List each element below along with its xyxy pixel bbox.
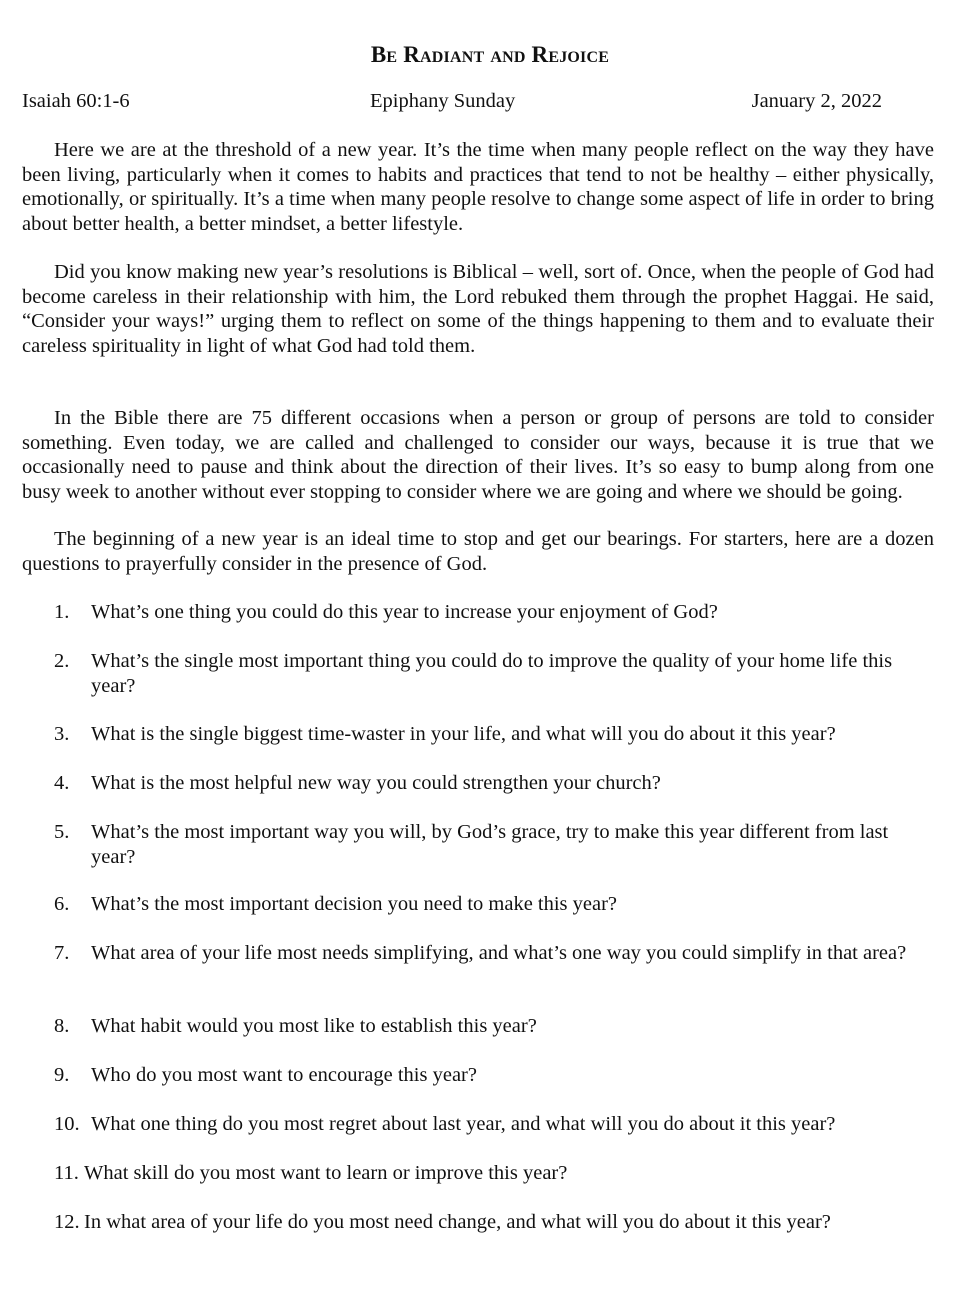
question-number: 7. bbox=[54, 942, 70, 964]
question-number: 8. bbox=[54, 1015, 70, 1037]
question-text: What’s one thing you could do this year to increase your enjoyment of God? bbox=[91, 601, 718, 623]
occasion-label: Epiphany Sunday bbox=[370, 90, 516, 112]
question-number: 2. bbox=[54, 650, 70, 672]
paragraph: In the Bible there are 75 different occasions when a person or group of persons are told to consider something. Even today, we are called and challenged to consider our ways, because it is true that we occasionally need to pause and think about the direction of their lives. It’s so easy to bump along from one busy week to another without ever stopping to consider where we are going and where we should be going. bbox=[22, 407, 934, 503]
question-text: What habit would you most like to establish this year? bbox=[91, 1015, 537, 1037]
question-number: 3. bbox=[54, 723, 70, 745]
question-text: What’s the most important decision you need to make this year? bbox=[91, 893, 618, 915]
question-number: 12. bbox=[54, 1211, 80, 1233]
question-text: What is the most helpful new way you could strengthen your church? bbox=[91, 772, 661, 794]
question-text: Who do you most want to encourage this year? bbox=[91, 1064, 477, 1086]
question-text: What skill do you most want to learn or improve this year? bbox=[84, 1162, 568, 1184]
paragraph: Did you know making new year’s resolutions is Biblical – well, sort of. Once, when the people of God had become careless in their relationship with him, the Lord rebuked them through the prophet Haggai. He said, “Consider your ways!” urging them to reflect on some of the things happening to them and to evaluate their careless spirituality in light of what God had told them. bbox=[22, 261, 934, 357]
document-title: Be Radiant and Rejoice bbox=[370, 42, 610, 67]
question-number: 11. bbox=[54, 1162, 79, 1184]
question-text: What’s the single most important thing you could do to improve the quality of your home life this year? bbox=[91, 650, 893, 697]
question-number: 9. bbox=[54, 1064, 70, 1086]
question-text: What area of your life most needs simplifying, and what’s one way you could simplify in that area? bbox=[91, 942, 907, 964]
paragraph: Here we are at the threshold of a new year. It’s the time when many people reflect on the way they have been living, particularly when it comes to habits and practices that tend to not be healthy – either physically, emotionally, or spiritually. It’s a time when many people resolve to change some aspect of life in order to bring about better health, a better mindset, a better lifestyle. bbox=[22, 139, 934, 235]
question-number: 4. bbox=[54, 772, 70, 794]
question-number: 1. bbox=[54, 601, 70, 623]
paragraph: The beginning of a new year is an ideal time to stop and get our bearings. For starters, here are a dozen questions to prayerfully consider in the presence of God. bbox=[22, 528, 934, 575]
question-number: 10. bbox=[54, 1113, 80, 1135]
question-number: 6. bbox=[54, 893, 70, 915]
sermon-info-row bbox=[22, 90, 882, 116]
question-text: In what area of your life do you most need change, and what will you do about it this year? bbox=[84, 1211, 831, 1233]
question-number: 5. bbox=[54, 821, 70, 843]
question-text: What is the single biggest time-waster in your life, and what will you do about it this year? bbox=[91, 723, 836, 745]
question-text: What one thing do you most regret about last year, and what will you do about it this year? bbox=[91, 1113, 836, 1135]
sermon-date: January 2, 2022 bbox=[751, 90, 882, 112]
question-text: What’s the most important way you will, by God’s grace, try to make this year different from last year? bbox=[91, 821, 889, 868]
scripture-reference: Isaiah 60:1-6 bbox=[22, 90, 130, 112]
